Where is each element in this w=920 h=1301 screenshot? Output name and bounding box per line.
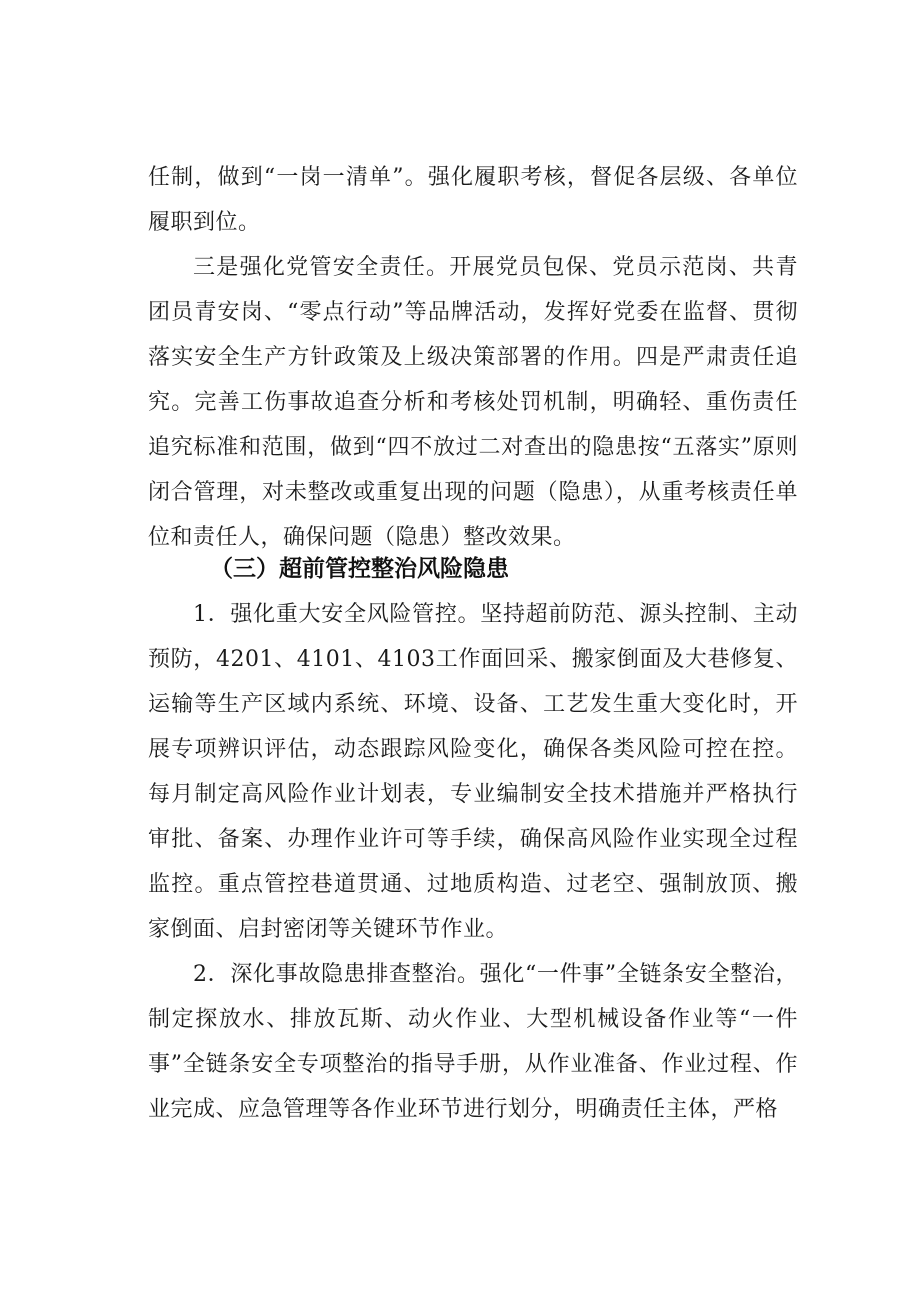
item-1-paragraph: 1．强化重大安全风险管控。坚持超前防范、源头控制、主动预防，4201、4101、4103工作面回采、搬家倒面及大巷修复、运输等生产区域内系统、环境、设备、工艺发生重大变化时，开展专项辨识评估，动态跟踪风险变化，确保各类风险可控在控。每月制定高风险作业计划表，专业编制安全技术措施并严格执行审批、备案、办理作业许可等手续，确保高风险作业实现全过程监控。重点管控巷道贯通、过地质构造、过老空、强制放顶、搬家倒面、启封密闭等关键环节作业。 — [148, 602, 798, 942]
section-heading: （三）超前管控整治风险隐患 — [210, 556, 509, 582]
body-text-bottom — [148, 592, 798, 1132]
paragraph-party-responsibility: 三是强化党管安全责任。开展党员包保、党员示范岗、共青团员青安岗、“零点行动”等品牌活动，发挥好党委在监督、贯彻落实安全生产方针政策及上级决策部署的作用。四是严肃责任追究。完善工伤事故追查分析和考核处罚机制，明确轻、重伤责任追究标准和范围，做到“四不放过二对查出的隐患按“五落实”原则闭合管理，对未整改或重复出现的问题（隐患），从重考核责任单位和责任人，确保问题（隐患）整改效果。 — [148, 255, 798, 550]
body-text-top — [148, 155, 798, 560]
continued-paragraph: 任制，做到“一岗一清单”。强化履职考核，督促各层级、各单位履职到位。 — [148, 165, 798, 235]
item-2-paragraph: 2．深化事故隐患排查整治。强化“一件事”全链条安全整治，制定探放水、排放瓦斯、动火作业、大型机械设备作业等“一件事”全链条安全专项整治的指导手册，从作业准备、作业过程、作业完成、应急管理等各作业环节进行划分，明确责任主体，严格 — [148, 962, 798, 1122]
